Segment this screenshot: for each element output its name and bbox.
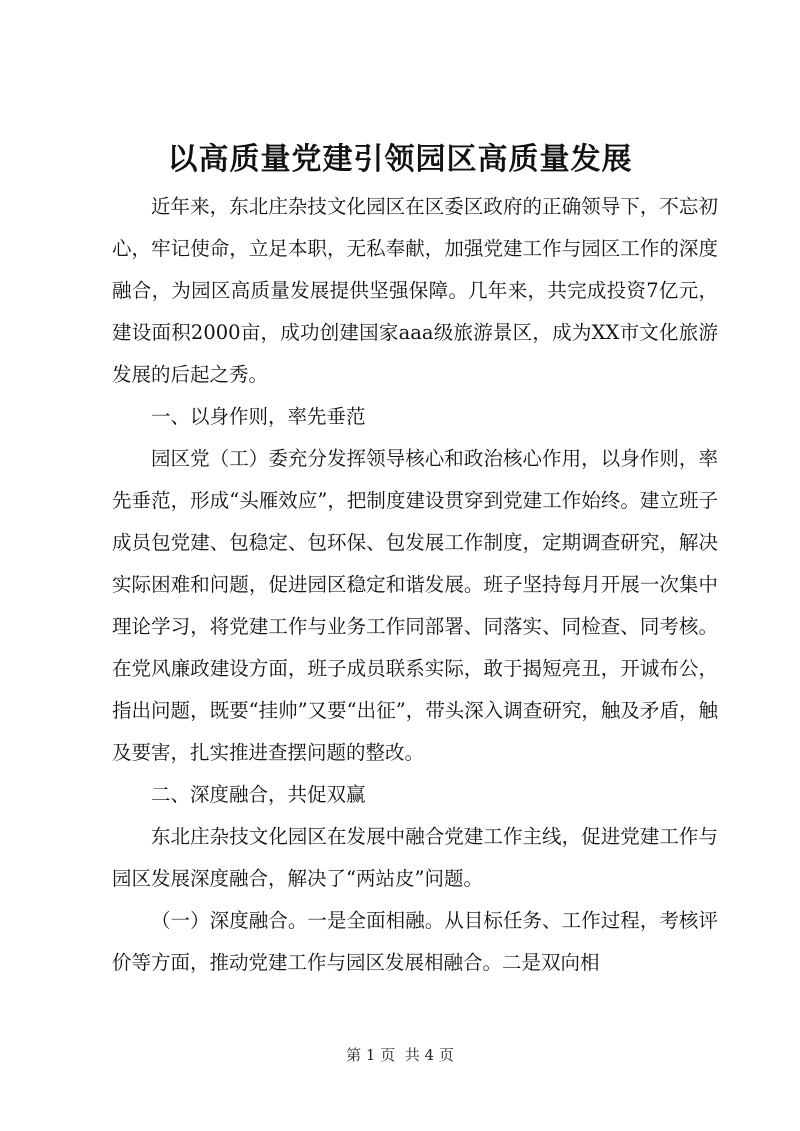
document-title: 以高质量党建引领园区高质量发展 (167, 142, 633, 177)
paragraph-subsection-1: （一）深度融合。一是全面相融。从目标任务、工作过程，考核评价等方面，推动党建工作与园区发展相融合。二是双向相 (112, 909, 718, 974)
paragraph-section-2: 东北庄杂技文化园区在发展中融合党建工作主线，促进党建工作与园区发展深度融合，解决了“两站皮”问题。 (112, 825, 718, 890)
page-number: 第 1 页 共 4 页 (346, 1046, 454, 1064)
document-body (112, 186, 718, 984)
page-footer (0, 1045, 800, 1065)
section-heading-1: 一、以身作则，率先垂范 (151, 405, 366, 428)
paragraph-intro: 近年来，东北庄杂技文化园区在区委区政府的正确领导下，不忘初心，牢记使命，立足本职，无私奉献，加强党建工作与园区工作的深度融合，为园区高质量发展提供坚强保障。几年来，共完成投资7亿元，建设面积2000亩，成功创建国家aaa级旅游景区，成为XX市文化旅游发展的后起之秀。 (112, 195, 718, 386)
paragraph-section-1: 园区党（工）委充分发挥领导核心和政治核心作用，以身作则，率先垂范，形成“头雁效应”，把制度建设贯穿到党建工作始终。建立班子成员包党建、包稳定、包环保、包发展工作制度，定期调查研究，解决实际困难和问题，促进园区稳定和谐发展。班子坚持每月开展一次集中理论学习，将党建工作与业务工作同部署、同落实、同检查、同考核。在党风廉政建设方面，班子成员联系实际，敢于揭短亮丑，开诚布公，指出问题，既要“挂帅”又要“出征”，带头深入调查研究，触及矛盾，触及要害，扎实推进查摆问题的整改。 (112, 447, 718, 764)
section-heading-2: 二、深度融合，共促双赢 (151, 783, 366, 806)
